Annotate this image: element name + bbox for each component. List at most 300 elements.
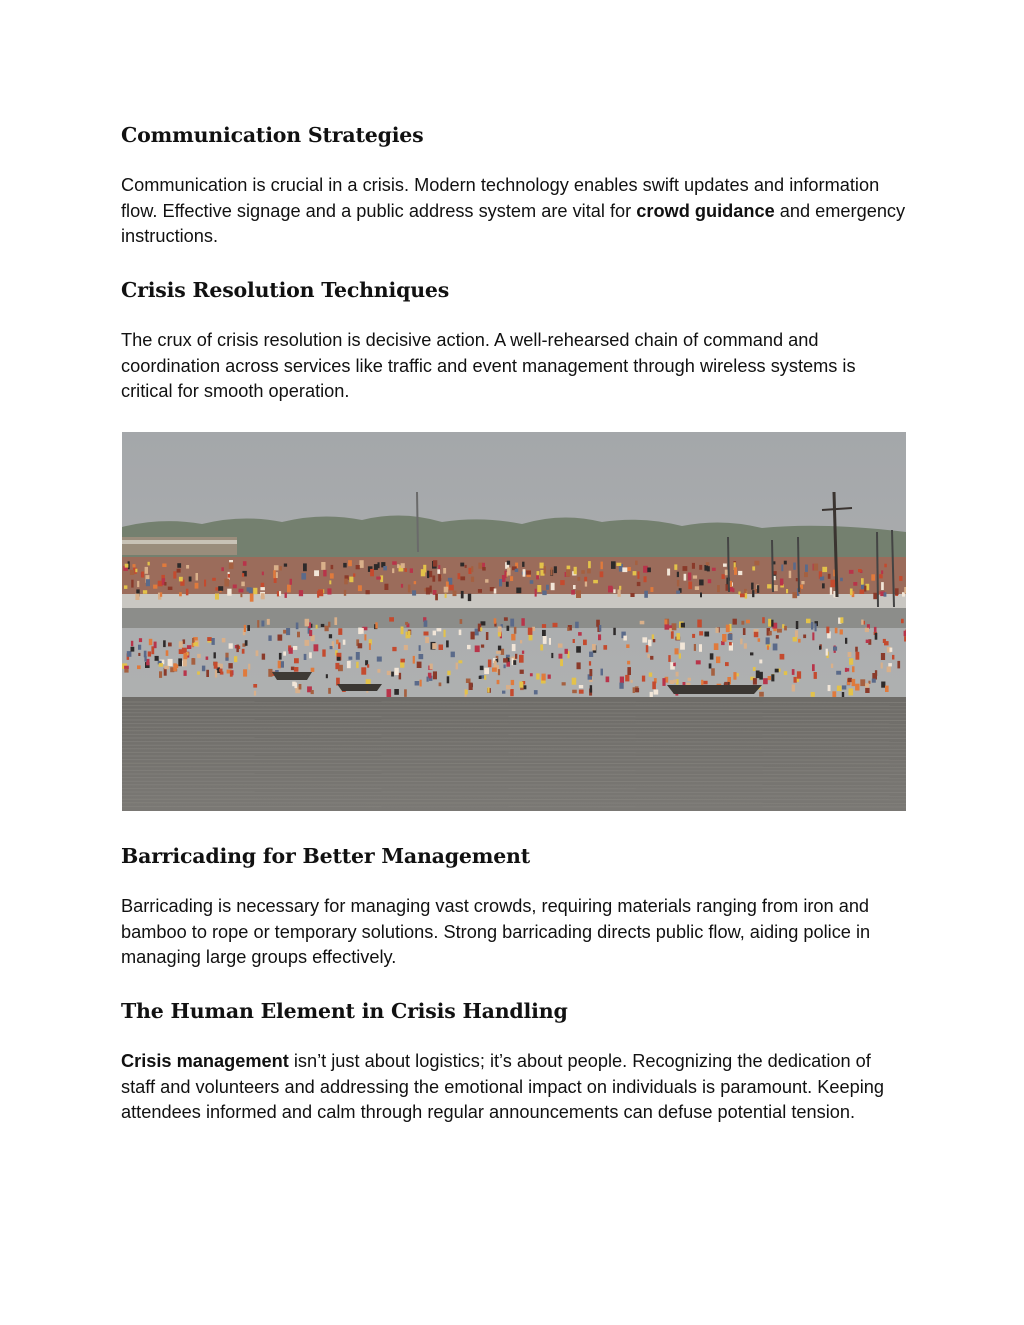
crowd-texture-mark <box>468 594 471 601</box>
crowd-texture-mark <box>669 628 671 631</box>
crowd-texture-mark <box>294 667 299 672</box>
crowd-texture-mark <box>574 567 577 575</box>
crowd-texture-mark <box>425 637 429 643</box>
crowd-texture-mark <box>540 645 543 651</box>
crowd-texture-mark <box>795 630 798 637</box>
crowd-texture-mark <box>485 579 488 583</box>
crowd-texture-mark <box>793 637 798 642</box>
water-ripple <box>122 716 906 717</box>
crowd-texture-mark <box>314 644 319 651</box>
crowd-texture-mark <box>230 671 233 677</box>
crowd-texture-mark <box>387 671 391 675</box>
crowd-texture-mark <box>537 585 541 592</box>
section-heading: Barricading for Better Management <box>121 844 531 868</box>
crowd-texture-mark <box>530 673 533 676</box>
crowd-texture-mark <box>305 640 310 646</box>
crowd-texture-mark <box>417 662 422 668</box>
crowd-texture-mark <box>389 617 394 621</box>
crowd-texture-mark <box>183 653 187 659</box>
crowd-texture-mark <box>296 623 299 630</box>
crowd-texture-mark <box>804 572 808 577</box>
crowd-texture-mark <box>654 690 659 695</box>
crowd-texture-mark <box>144 656 146 662</box>
crowd-texture-mark <box>497 680 500 684</box>
crowd-texture-mark <box>897 661 900 669</box>
crowd-texture-mark <box>811 692 815 697</box>
crowd-texture-mark <box>593 580 598 583</box>
crowd-texture-mark <box>478 589 482 593</box>
crowd-texture-mark <box>334 617 337 625</box>
crowd-texture-mark <box>262 654 265 660</box>
crowd-texture-mark <box>792 669 795 675</box>
crowd-texture-mark <box>475 646 480 653</box>
crowd-texture-mark <box>146 579 150 586</box>
crowd-texture-mark <box>155 656 159 661</box>
crowd-texture-mark <box>573 585 576 589</box>
crowd-texture-mark <box>792 685 795 692</box>
crowd-texture-mark <box>408 631 411 638</box>
crowd-texture-mark <box>881 682 885 688</box>
crowd-texture-mark <box>769 631 772 636</box>
crowd-texture-mark <box>394 689 399 695</box>
crowd-texture-mark <box>576 646 581 653</box>
crowd-texture-mark <box>576 590 581 598</box>
crowd-texture-mark <box>613 589 615 593</box>
crowd-texture-mark <box>528 628 533 635</box>
crowd-texture-mark <box>599 625 601 632</box>
crowd-texture-mark <box>214 652 216 658</box>
crowd-texture-mark <box>471 632 475 640</box>
crowd-texture-mark <box>627 667 631 675</box>
crowd-texture-mark <box>693 575 697 578</box>
crowd-texture-mark <box>316 625 318 629</box>
crowd-texture-mark <box>542 630 546 636</box>
crowd-texture-mark <box>349 577 353 583</box>
crowd-texture-mark <box>754 632 759 637</box>
crowd-texture-mark <box>529 635 533 641</box>
crowd-texture-mark <box>771 674 774 681</box>
crowd-texture-mark <box>214 662 218 669</box>
crowd-texture-mark <box>228 574 230 578</box>
crowd-texture-mark <box>830 580 835 588</box>
crowd-texture-mark <box>503 658 508 662</box>
crowd-texture-mark <box>197 671 200 674</box>
crowd-texture-mark <box>820 577 824 581</box>
crowd-texture-mark <box>510 619 514 627</box>
crowd-texture-mark <box>633 687 635 693</box>
crowd-texture-mark <box>242 573 244 577</box>
crowd-texture-mark <box>648 640 652 647</box>
crowd-texture-mark <box>549 638 551 645</box>
crowd-texture-mark <box>375 622 377 628</box>
crowd-texture-mark <box>254 691 256 696</box>
section-communication <box>121 121 907 250</box>
crowd-texture-mark <box>646 645 649 652</box>
crowd-texture-mark <box>577 577 580 581</box>
water-ripple <box>122 742 906 743</box>
crowd-texture-mark <box>465 690 468 695</box>
crowd-texture-mark <box>520 670 524 674</box>
water-ripple <box>122 727 906 728</box>
water-ripple <box>122 781 906 782</box>
crowd-texture-mark <box>608 587 613 593</box>
section-body <box>121 173 907 250</box>
crowd-texture-mark <box>125 564 129 568</box>
crowd-texture-mark <box>329 634 332 638</box>
crowd-texture-mark <box>212 578 216 581</box>
crowd-texture-mark <box>819 646 821 650</box>
crowd-texture-mark <box>221 567 224 571</box>
crowd-texture-mark <box>780 654 785 660</box>
crowd-texture-mark <box>578 632 582 636</box>
crowd-texture-mark <box>414 581 416 584</box>
crowd-texture-mark <box>845 668 847 672</box>
crowd-texture-mark <box>530 580 534 584</box>
crowd-texture-mark <box>812 664 815 671</box>
crowd-texture-mark <box>630 593 634 597</box>
crowd-texture-mark <box>828 574 831 579</box>
crowd-texture-mark <box>290 579 292 585</box>
crowd-texture-mark <box>405 568 408 572</box>
crowd-texture-mark <box>730 587 733 592</box>
crowd-texture-mark <box>826 649 828 656</box>
crowd-texture-mark <box>618 590 621 597</box>
crowd-texture-mark <box>432 576 435 582</box>
crowd-texture-mark <box>135 594 139 600</box>
crowd-texture-mark <box>195 583 199 589</box>
crowd-texture-mark <box>581 570 585 574</box>
crowd-texture-mark <box>565 649 568 654</box>
crowd-texture-mark <box>589 661 591 665</box>
crowd-texture-mark <box>647 654 649 658</box>
crowd-texture-mark <box>206 657 209 660</box>
crowd-texture-mark <box>160 592 162 597</box>
crowd-texture-mark <box>699 631 703 635</box>
crowd-texture-mark <box>683 682 686 685</box>
crowd-texture-mark <box>784 626 787 631</box>
crowd-texture-mark <box>498 669 500 675</box>
crowd-texture-mark <box>435 594 438 601</box>
crowd-texture-mark <box>297 632 300 638</box>
crowd-texture-mark <box>367 664 369 667</box>
crowd-texture-mark <box>391 672 394 677</box>
crowd-texture-mark <box>515 654 517 659</box>
crowd-texture-mark <box>852 666 855 672</box>
crowd-texture-mark <box>401 659 405 663</box>
crowd-texture-mark <box>722 634 726 642</box>
crowd-texture-mark <box>849 570 854 574</box>
crowd-texture-mark <box>814 564 819 571</box>
water-ripple <box>122 788 906 789</box>
crowd-texture-mark <box>571 590 575 595</box>
crowd-texture-mark <box>131 647 135 652</box>
crowd-texture-mark <box>577 662 581 669</box>
crowd-texture-mark <box>707 566 710 571</box>
water-ripple <box>122 724 906 725</box>
crowd-texture-mark <box>347 661 351 668</box>
crowd-texture-mark <box>278 635 283 641</box>
water-ripple <box>122 745 906 746</box>
crowd-texture-mark <box>864 586 866 592</box>
crowd-texture-mark <box>212 638 215 645</box>
crowd-texture-mark <box>243 561 247 566</box>
crowd-texture-mark <box>420 680 422 687</box>
crowd-texture-mark <box>796 578 798 581</box>
crowd-texture-mark <box>461 591 464 599</box>
crowd-texture-mark <box>865 628 869 632</box>
crowd-texture-mark <box>828 685 831 691</box>
crowd-texture-mark <box>753 667 756 671</box>
crowd-texture-mark <box>374 564 378 570</box>
crowd-texture-mark <box>510 689 514 696</box>
crowd-texture-mark <box>325 626 329 632</box>
crowd-texture-mark <box>168 643 172 647</box>
crowd-texture-mark <box>635 688 639 692</box>
crowd-texture-mark <box>480 666 484 670</box>
crowd-texture-mark <box>723 564 727 567</box>
crowd-texture-mark <box>849 658 853 665</box>
crowd-texture-mark <box>458 573 461 579</box>
water-ripple <box>122 778 906 779</box>
crowd-texture-mark <box>438 574 441 581</box>
crowd-texture-mark <box>392 561 397 565</box>
crowd-photo <box>122 432 906 811</box>
crowd-texture-mark <box>268 669 272 677</box>
crowd-texture-mark <box>366 590 370 594</box>
section-body <box>121 1049 907 1126</box>
crowd-texture-mark <box>421 569 426 576</box>
crowd-texture-mark <box>215 594 219 600</box>
crowd-texture-mark <box>154 642 157 649</box>
crowd-texture-mark <box>311 690 314 694</box>
crowd-texture-mark <box>225 658 228 661</box>
crowd-texture-mark <box>399 673 402 680</box>
crowd-texture-mark <box>499 579 502 586</box>
crowd-texture-mark <box>274 565 279 570</box>
crowd-texture-mark <box>536 673 539 679</box>
crowd-texture-mark <box>635 561 638 566</box>
crowd-texture-mark <box>405 622 408 625</box>
crowd-texture-mark <box>337 657 341 661</box>
crowd-texture-mark <box>124 666 129 669</box>
crowd-texture-mark <box>699 580 704 586</box>
crowd-texture-mark <box>184 670 187 676</box>
crowd-texture-mark <box>335 663 339 669</box>
crowd-texture-mark <box>699 565 702 570</box>
crowd-texture-mark <box>559 654 563 659</box>
crowd-texture-mark <box>696 660 701 664</box>
crowd-texture-mark <box>321 624 325 627</box>
crowd-texture-mark <box>343 563 347 568</box>
crowd-texture-mark <box>137 665 141 669</box>
crowd-texture-mark <box>542 624 546 628</box>
crowd-texture-mark <box>330 573 334 578</box>
crowd-texture-mark <box>677 572 679 577</box>
crowd-texture-mark <box>511 634 515 641</box>
crowd-texture-mark <box>459 630 462 636</box>
crowd-texture-mark <box>729 642 732 645</box>
crowd-texture-mark <box>394 668 398 675</box>
crowd-texture-mark <box>736 673 739 676</box>
crowd-texture-mark <box>487 687 489 692</box>
crowd-texture-mark <box>904 587 906 594</box>
crowd-texture-mark <box>179 592 182 596</box>
crowd-texture-mark <box>649 673 652 677</box>
crowd-texture-mark <box>833 647 837 651</box>
crowd-texture-mark <box>392 568 394 573</box>
crowd-texture-mark <box>430 586 432 593</box>
crowd-texture-mark <box>244 625 246 632</box>
crowd-texture-mark <box>283 651 286 655</box>
crowd-texture-mark <box>855 684 859 691</box>
crowd-texture-mark <box>703 681 707 685</box>
crowd-texture-mark <box>215 670 217 677</box>
crowd-texture-mark <box>321 562 325 570</box>
crowd-texture-mark <box>637 582 641 586</box>
crowd-texture-mark <box>875 670 877 676</box>
crowd-texture-mark <box>433 671 437 679</box>
crowd-texture-mark <box>680 643 685 650</box>
crowd-texture-mark <box>754 561 759 566</box>
crowd-texture-mark <box>879 574 883 578</box>
crowd-texture-mark <box>558 644 563 648</box>
crowd-texture-mark <box>752 566 755 570</box>
crowd-texture-mark <box>904 636 906 641</box>
crowd-texture-mark <box>479 676 482 679</box>
crowd-texture-mark <box>801 581 804 584</box>
crowd-texture-mark <box>186 565 189 569</box>
crowd-texture-mark <box>326 674 328 678</box>
water-ripple <box>122 799 906 800</box>
crowd-texture-mark <box>439 683 442 687</box>
crowd-texture-mark <box>260 587 265 590</box>
crowd-texture-mark <box>329 580 331 584</box>
crowd-texture-mark <box>482 567 485 571</box>
crowd-texture-mark <box>344 579 348 585</box>
crowd-texture-mark <box>471 577 474 582</box>
crowd-texture-mark <box>855 647 858 652</box>
crowd-texture-mark <box>554 566 557 573</box>
crowd-texture-mark <box>131 641 133 646</box>
crowd-texture-mark <box>598 634 601 640</box>
crowd-texture-mark <box>899 576 902 581</box>
section-heading: The Human Element in Crisis Handling <box>121 999 568 1023</box>
crowd-texture-mark <box>496 651 501 654</box>
crowd-texture-mark <box>792 592 797 598</box>
crowd-texture-mark <box>227 589 231 596</box>
crowd-texture-mark <box>204 580 206 587</box>
crowd-texture-mark <box>856 652 860 660</box>
crowd-texture-mark <box>249 588 253 593</box>
crowd-texture-mark <box>377 669 380 673</box>
crowd-texture-mark <box>722 574 725 579</box>
crowd-texture-mark <box>444 587 449 593</box>
crowd-texture-mark <box>681 623 685 628</box>
crowd-texture-mark <box>286 628 290 635</box>
crowd-texture-mark <box>688 678 691 681</box>
section-body: The crux of crisis resolution is decisive action. A well-rehearsed chain of command and coordination across services like traffic and event management through wireless systems is critical for smooth operation. <box>121 330 856 401</box>
water-ripple <box>122 770 906 771</box>
crowd-texture-mark <box>480 627 482 631</box>
crowd-texture-mark <box>267 619 270 625</box>
crowd-texture-mark <box>706 562 710 565</box>
crowd-texture-mark <box>262 572 264 576</box>
crowd-texture-mark <box>439 645 444 651</box>
crowd-texture-mark <box>284 564 287 567</box>
crowd-texture-mark <box>471 566 473 572</box>
section-heading: Communication Strategies <box>121 123 424 147</box>
crowd-texture-mark <box>488 660 492 668</box>
crowd-texture-mark <box>794 677 797 683</box>
crowd-texture-mark <box>504 617 508 621</box>
crowd-texture-mark <box>401 563 405 568</box>
crowd-texture-mark <box>189 577 192 582</box>
crowd-texture-mark <box>671 631 674 639</box>
crowd-texture-mark <box>850 589 853 596</box>
crowd-texture-mark <box>141 572 144 578</box>
crowd-texture-mark <box>179 649 184 654</box>
crowd-texture-mark <box>668 655 670 662</box>
crowd-texture-mark <box>484 675 486 680</box>
crowd-texture-mark <box>467 645 471 649</box>
crowd-texture-mark <box>695 586 699 590</box>
crowd-texture-mark <box>432 643 437 649</box>
crowd-texture-mark <box>675 648 679 654</box>
crowd-texture-mark <box>206 670 209 677</box>
water-ripple <box>122 767 906 768</box>
crowd-texture-mark <box>130 570 134 575</box>
crowd-texture-mark <box>830 587 832 595</box>
crowd-texture-mark <box>366 679 371 684</box>
crowd-texture-mark <box>644 576 647 582</box>
water-ripple <box>122 702 906 703</box>
crowd-texture-mark <box>805 565 808 572</box>
crowd-texture-mark <box>694 644 696 651</box>
crowd-texture-mark <box>494 618 497 624</box>
crowd-texture-mark <box>717 585 720 592</box>
crowd-texture-mark <box>708 579 712 583</box>
crowd-texture-mark <box>446 640 449 647</box>
body-emphasis: crowd guidance <box>636 200 775 221</box>
crowd-texture-mark <box>164 582 166 586</box>
crowd-texture-mark <box>202 666 205 672</box>
crowd-texture-mark <box>460 563 464 567</box>
crowd-texture-mark <box>853 582 857 586</box>
crowd-texture-mark <box>498 632 501 636</box>
crowd-texture-mark <box>676 672 679 677</box>
crowd-texture-mark <box>304 654 307 660</box>
crowd-texture-mark <box>377 657 382 662</box>
crowd-texture-mark <box>683 566 688 571</box>
crowd-texture-mark <box>524 685 527 689</box>
crowd-texture-mark <box>752 590 754 597</box>
crowd-texture-mark <box>309 630 312 636</box>
crowd-texture-mark <box>652 634 654 639</box>
crowd-texture-mark <box>611 561 616 569</box>
crowd-texture-mark <box>672 623 677 630</box>
crowd-texture-mark <box>522 651 524 654</box>
crowd-texture-mark <box>773 561 775 564</box>
crowd-texture-mark <box>812 632 814 640</box>
crowd-texture-mark <box>625 675 629 682</box>
crowd-texture-mark <box>551 653 553 658</box>
crowd-texture-mark <box>218 663 221 666</box>
crowd-texture-mark <box>684 574 687 581</box>
crowd-texture-mark <box>220 664 223 669</box>
crowd-texture-mark <box>507 561 510 565</box>
crowd-texture-mark <box>133 564 136 567</box>
crowd-texture-mark <box>243 669 247 676</box>
